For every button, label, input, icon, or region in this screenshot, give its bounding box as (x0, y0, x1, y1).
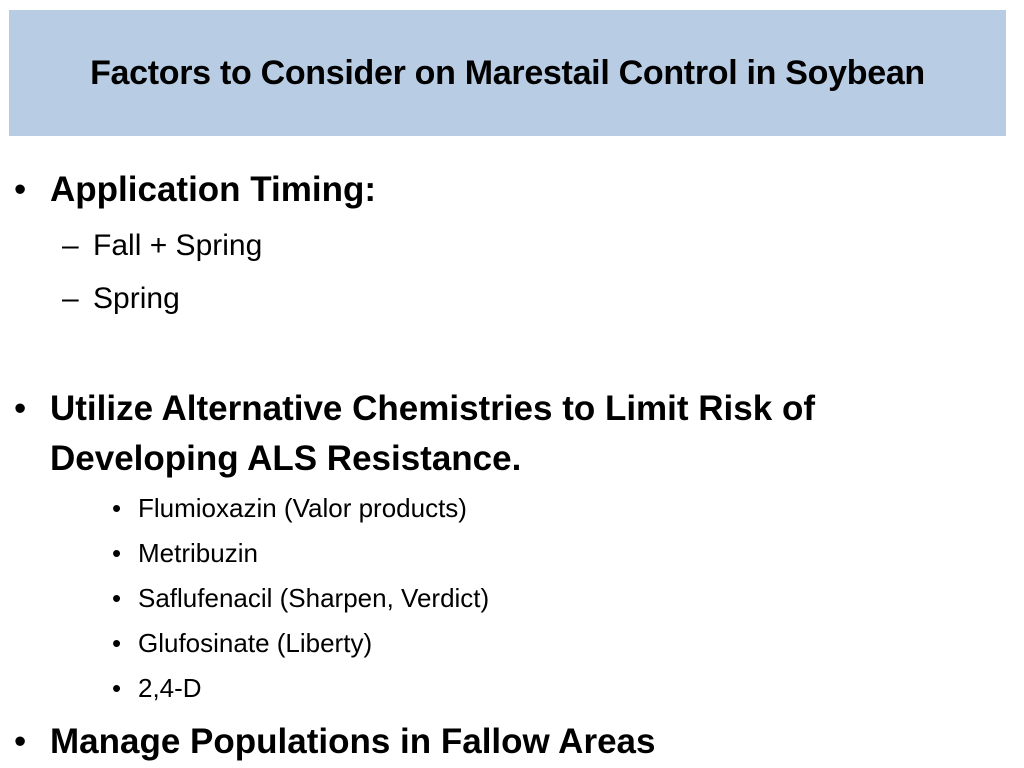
bullet-text-line1: Utilize Alternative Chemistries to Limit Risk of (50, 389, 815, 428)
bullet-marker: • (14, 389, 27, 428)
bullet-marker: • (112, 628, 122, 658)
bullet-text: Application Timing: (50, 170, 377, 209)
subitem-text: Glufosinate (Liberty) (138, 628, 373, 658)
subitem-text: Flumioxazin (Valor products) (138, 493, 467, 523)
bullet-marker: • (112, 493, 122, 523)
bullet-marker: • (14, 170, 27, 209)
subitem-text: Spring (93, 282, 180, 315)
bullet-marker: • (14, 722, 27, 761)
bullet-text-line2: Developing ALS Resistance. (50, 439, 522, 478)
bullet-text: Manage Populations in Fallow Areas (50, 722, 656, 761)
subitem-text: Metribuzin (138, 538, 258, 568)
subitem-spring (62, 279, 180, 319)
bullet-alternative-chemistries-line2 (50, 435, 521, 483)
title-bar (9, 10, 1006, 136)
bullet-marker: • (112, 673, 122, 703)
dash-marker: – (62, 229, 79, 262)
slide-title: Factors to Consider on Marestail Control in Soybean (90, 53, 925, 92)
subitem-text: Fall + Spring (93, 229, 263, 262)
bullet-marker: • (112, 583, 122, 613)
dash-marker: – (62, 282, 79, 315)
subitem-text: Saflufenacil (Sharpen, Verdict) (138, 583, 490, 613)
subitem-text: 2,4-D (138, 673, 202, 703)
bullet-marker: • (112, 538, 122, 568)
subitem-fall-spring (62, 226, 262, 266)
